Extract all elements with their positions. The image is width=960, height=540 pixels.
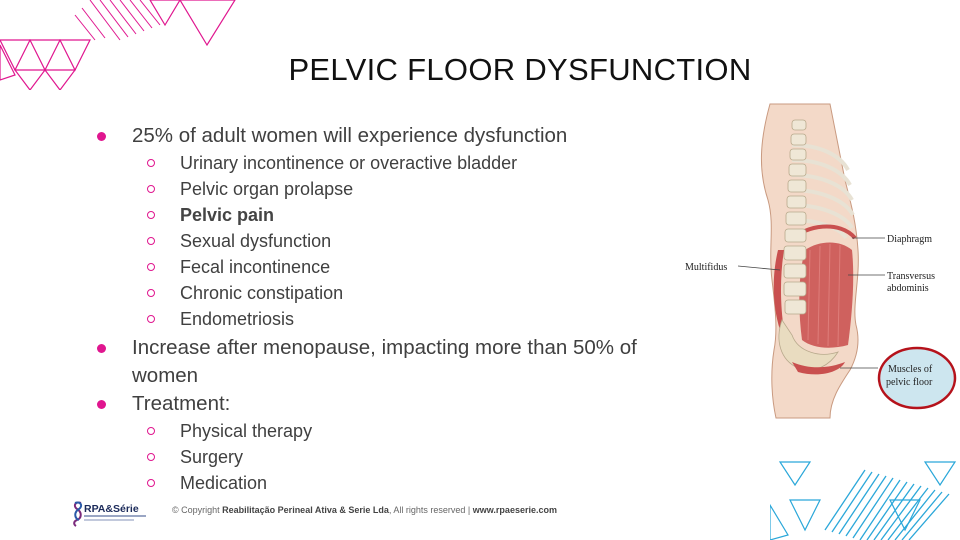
- copyright-middle: , All rights reserved |: [388, 505, 473, 515]
- copyright-prefix: © Copyright: [172, 505, 223, 515]
- ring-bullet-icon: [147, 315, 155, 323]
- transversus-label-line1: Transversus: [887, 271, 935, 282]
- sub-bullet-item: [95, 418, 675, 444]
- diaphragm-label: Diaphragm: [887, 234, 932, 245]
- company-logo: [72, 500, 152, 530]
- sub-bullet-text: Pelvic pain: [180, 205, 275, 225]
- transversus-label-line2: abdominis: [887, 283, 929, 294]
- bullet-dot-icon: [97, 132, 106, 141]
- corner-decoration-bottom-right: [770, 460, 960, 540]
- sub-bullet-item: [95, 176, 675, 202]
- pelvic-floor-label-line2: pelvic floor: [886, 377, 933, 388]
- sub-bullet-text: Physical therapy: [180, 421, 313, 441]
- slide-title: PELVIC FLOOR DYSFUNCTION: [288, 52, 752, 87]
- copyright-footer: [172, 505, 557, 515]
- ring-bullet-icon: [147, 453, 155, 461]
- bullet-dot-icon: [97, 400, 106, 409]
- ring-bullet-icon: [147, 427, 155, 435]
- website-link[interactable]: www.rpaeserie.com: [472, 505, 557, 515]
- bullet-item: [95, 122, 675, 150]
- bullet-text: Treatment:: [132, 392, 231, 415]
- sub-bullet-text: Surgery: [180, 447, 244, 467]
- sub-bullet-item: [95, 254, 675, 280]
- sub-bullet-item: [95, 470, 675, 496]
- ring-bullet-icon: [147, 289, 155, 297]
- logo-text: RPA&Série: [84, 503, 139, 515]
- bullet-list: [95, 122, 675, 496]
- ring-bullet-icon: [147, 185, 155, 193]
- bullet-item: [95, 334, 675, 390]
- sub-bullet-item: [95, 444, 675, 470]
- ring-bullet-icon: [147, 479, 155, 487]
- pelvic-floor-label-line1: Muscles of: [888, 364, 933, 375]
- bullet-text: Increase after menopause, impacting more than 50% of women: [132, 336, 637, 387]
- sub-bullet-item: [95, 150, 675, 176]
- bullet-text: 25% of adult women will experience dysfunction: [132, 124, 568, 147]
- copyright-company: Reabilitação Perineal Ativa & Serie Lda: [222, 505, 389, 515]
- pelvic-floor-anatomy-illustration: [680, 100, 960, 420]
- bullet-dot-icon: [97, 344, 106, 353]
- ring-bullet-icon: [147, 263, 155, 271]
- sub-bullet-text: Chronic constipation: [180, 283, 344, 303]
- sub-bullet-text: Endometriosis: [180, 309, 295, 329]
- logo-symbol-icon: [72, 500, 84, 528]
- sub-bullet-item: [95, 280, 675, 306]
- sub-bullet-item: [95, 228, 675, 254]
- transversus-muscle: [799, 243, 853, 348]
- corner-decoration-top-left: [0, 0, 240, 90]
- sub-bullet-item: [95, 306, 675, 332]
- bullet-item: [95, 390, 675, 418]
- sub-bullet-text: Medication: [180, 473, 268, 493]
- ring-bullet-icon: [147, 211, 155, 219]
- sub-bullet-item: [95, 202, 675, 228]
- multifidus-label: Multifidus: [685, 262, 728, 273]
- logo-tagline-line: [84, 515, 146, 517]
- ring-bullet-icon: [147, 237, 155, 245]
- sub-bullet-text: Pelvic organ prolapse: [180, 179, 354, 199]
- ring-bullet-icon: [147, 159, 155, 167]
- sub-bullet-text: Sexual dysfunction: [180, 231, 332, 251]
- logo-tagline-line: [84, 519, 134, 521]
- sub-bullet-text: Urinary incontinence or overactive bladder: [180, 153, 518, 173]
- sub-bullet-text: Fecal incontinence: [180, 257, 331, 277]
